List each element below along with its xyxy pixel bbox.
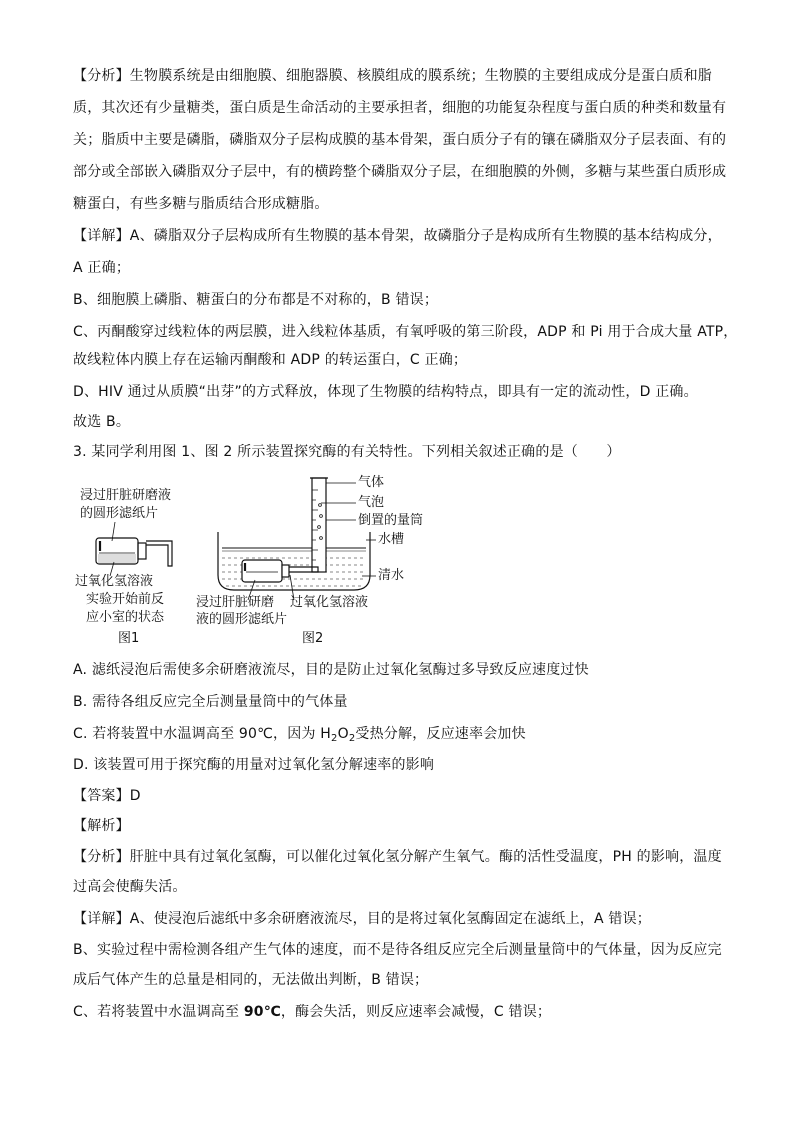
detail-line-1: 【详解】A、磷脂双分子层构成所有生物膜的基本骨架，故磷脂分子是构成所有生物膜的基本结构成分， — [73, 228, 722, 244]
option-c-subscript-2: 2 — [348, 733, 356, 744]
fig2-label-paper-line2: 液的圆形滤纸片 — [196, 612, 288, 627]
option-a: A. 滤纸浸泡后需使多余研磨液流尽，目的是防止过氧化氢酶过多导致反应速度过快 — [73, 662, 589, 678]
fig1-label-state-line2: 应小室的状态 — [86, 610, 165, 625]
detail-line-7: 故选 B。 — [73, 414, 131, 430]
fig2-label-paper-line1: 浸过肝脏研磨 — [196, 595, 275, 610]
fig1-label-state-line1: 实验开始前反 — [86, 592, 165, 607]
fig1-caption: 图1 — [118, 631, 140, 646]
fig2-water-tank — [218, 532, 370, 590]
q3-detail-line-4 — [73, 1002, 723, 1022]
fig1-label-paper-line1: 浸过肝脏研磨液 — [80, 488, 172, 503]
analysis-line-2: 质，其次还有少量糖类，蛋白质是生命活动的主要承担者，细胞的功能复杂程度与蛋白质的种类和数量有 — [73, 100, 727, 116]
q3-detail-line-4-temperature: 90℃ — [243, 1004, 281, 1020]
fig2-caption: 图2 — [302, 631, 324, 646]
fig1-label-h2o2: 过氧化氢溶液 — [75, 574, 154, 589]
detail-line-3: B、细胞膜上磷脂、糖蛋白的分布都是不对称的，B 错误； — [73, 292, 439, 308]
analysis-line-3: 关；脂质中主要是磷脂，磷脂双分子层构成膜的基本骨架，蛋白质分子有的镶在磷脂双分子层表面、有的 — [73, 132, 727, 148]
q3-detail-line-4-start: C、若将装置中水温调高至 — [73, 1004, 244, 1020]
fig2-label-cylinder: 倒置的量筒 — [358, 513, 424, 528]
analysis-line-1: 【分析】生物膜系统是由细胞膜、细胞器膜、核膜组成的膜系统；生物膜的主要组成成分是蛋白质和脂 — [73, 68, 712, 84]
q3-detail-line-3: 成后气体产生的总量是相同的，无法做出判断，B 错误； — [73, 972, 429, 988]
detail-line-6: D、HIV 通过从质膜“出芽”的方式释放，体现了生物膜的结构特点，即具有一定的流动性，D 正确。 — [73, 384, 698, 400]
fig2-inverted-cylinder — [310, 478, 328, 572]
option-b: B. 需待各组反应完全后测量量筒中的气体量 — [73, 694, 348, 710]
analysis-line-4: 部分或全部嵌入磷脂双分子层中，有的横跨整个磷脂双分子层，在细胞膜的外侧，多糖与某些蛋白质形成 — [73, 164, 727, 180]
fig2-label-tank: 水槽 — [378, 532, 405, 547]
explanation-heading: 【解析】 — [73, 818, 130, 834]
question-3-stem: 3. 某同学利用图 1、图 2 所示装置探究酶的有关特性。下列相关叙述正确的是（ ） — [73, 444, 621, 460]
analysis-line-5: 糖蛋白，有些多糖与脂质结合形成糖脂。 — [73, 196, 329, 212]
fig1-label-paper-line2: 的圆形滤纸片 — [80, 506, 159, 521]
fig2-label-h2o2: 过氧化氢溶液 — [290, 595, 369, 610]
fig1-reaction-chamber — [96, 522, 172, 576]
option-c-subscript-1: 2 — [331, 733, 338, 744]
detail-line-5: 故线粒体内膜上存在运输丙酮酸和 ADP 的转运蛋白，C 正确； — [73, 352, 468, 368]
detail-line-4: C、丙酮酸穿过线粒体的两层膜，进入线粒体基质，有氧呼吸的第三阶段，ADP 和 Pi 用于合成大量 ATP， — [73, 324, 738, 340]
q3-detail-line-1: 【详解】A、使浸泡后滤纸中多余研磨液流尽，目的是将过氧化氢酶固定在滤纸上，A 错误； — [73, 911, 652, 927]
detail-line-2: A 正确； — [73, 260, 131, 276]
answer-line: 【答案】D — [73, 788, 141, 804]
q3-analysis-line-2: 过高会使酶失活。 — [73, 879, 187, 895]
fig2-label-water: 清水 — [378, 568, 405, 583]
option-c — [73, 724, 723, 749]
fig2-label-bubble: 气泡 — [358, 495, 385, 510]
q3-detail-line-4-end: ，酶会失活，则反应速率会减慢，C 错误； — [280, 1004, 552, 1020]
q3-detail-line-2: B、实验过程中需检测各组产生气体的速度，而不是待各组反应完全后测量量筒中的气体量，因为反应完 — [73, 942, 722, 958]
fig2-label-gas: 气体 — [358, 475, 385, 490]
option-c-text-end: 受热分解，反应速率会加快 — [355, 726, 526, 742]
q3-analysis-line-1: 【分析】肝脏中具有过氧化氢酶，可以催化过氧化氢分解产生氧气。酶的活性受温度，PH 的影响，温度 — [73, 849, 722, 865]
option-d: D. 该装置可用于探究酶的用量对过氧化氢分解速率的影响 — [73, 757, 435, 773]
option-c-oxygen: O — [337, 726, 349, 742]
option-c-text-start: C. 若将装置中水温调高至 90℃，因为 H — [73, 726, 332, 742]
